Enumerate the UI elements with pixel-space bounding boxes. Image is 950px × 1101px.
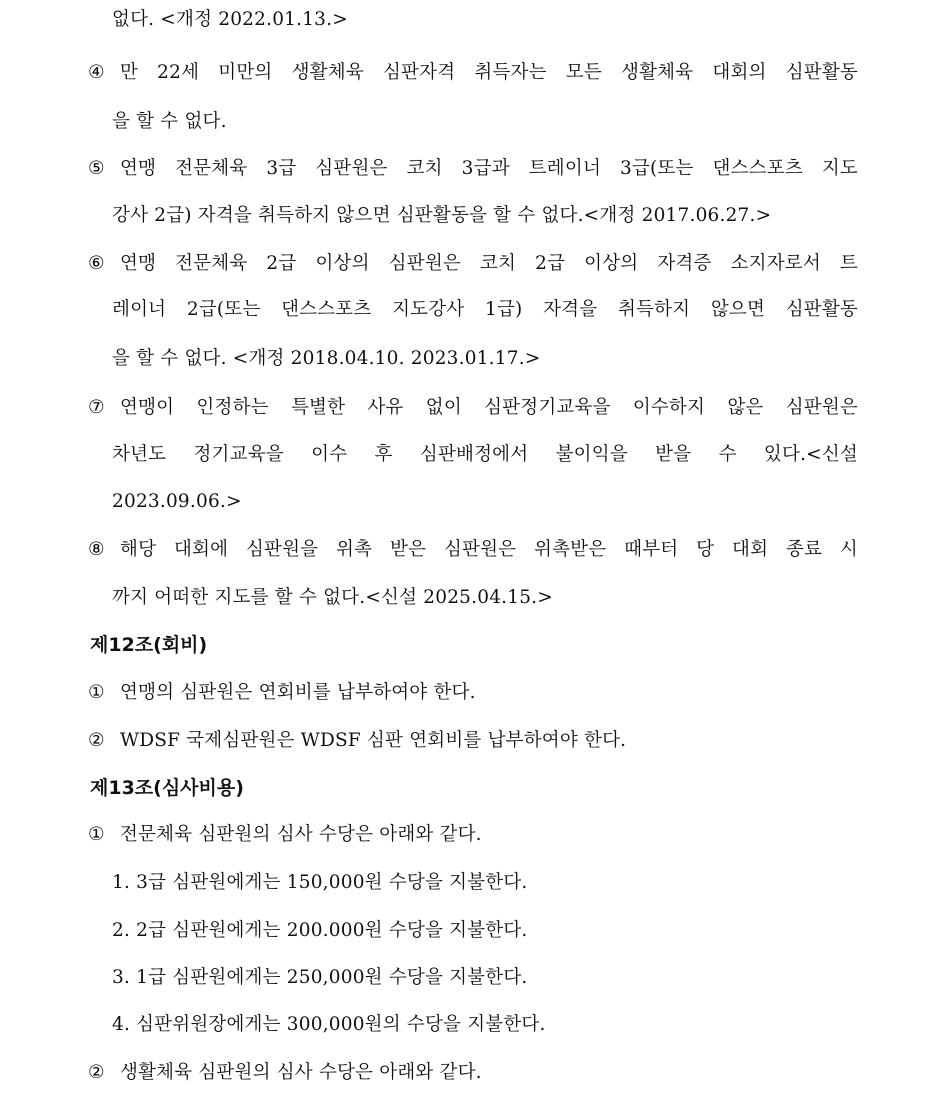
clause-marker: ② [88,730,105,751]
clause-8-line-1 [88,538,858,562]
clause-marker: ⑧ [88,539,105,560]
clause-text: 연맹이 인정하는 특별한 사유 없이 심판정기교육을 이수하지 않은 심판원은 [120,397,858,418]
clause-text: 강사 2급) 자격을 취득하지 않으면 심판활동을 할 수 없다.<개정 2017.06.27.> [112,205,772,226]
clause-marker: ⑥ [88,253,105,274]
clause-text: 연맹 전문체육 2급 이상의 심판원은 코치 2급 이상의 자격증 소지자로서 트 [120,253,858,274]
article-12-item-2 [88,729,626,753]
clause-7-line-3 [112,490,242,514]
clause-text: 차년도 정기교육을 이수 후 심판배정에서 불이익을 받을 수 있다.<신설 [112,444,858,465]
clause-text: 만 22세 미만의 생활체육 심판자격 취득자는 모든 생활체육 대회의 심판활동 [120,62,858,83]
clause-text: 연맹의 심판원은 연회비를 납부하여야 한다. [120,682,476,703]
clause-text: 연맹 전문체육 3급 심판원은 코치 3급과 트레이너 3급(또는 댄스스포츠 지도 [120,158,858,179]
clause-marker: ⑤ [88,158,105,179]
clause-4-line-2 [112,110,227,134]
clause-marker: ④ [88,62,105,83]
clause-marker: ⑦ [88,397,105,418]
clause-text: 을 할 수 없다. [112,111,227,132]
sub-item: 2. 2급 심판원에게는 200.000원 수당을 지불한다. [112,920,528,941]
clause-marker: ① [88,824,105,845]
clause-text: 전문체육 심판원의 심사 수당은 아래와 같다. [120,824,482,845]
clause-text: 까지 어떠한 지도를 할 수 없다.<신설 2025.04.15.> [112,587,553,608]
article-13-title: 제13조(심사비용) [90,777,244,799]
continued-line [112,8,348,32]
clause-text: 을 할 수 없다. <개정 2018.04.10. 2023.01.17.> [112,348,541,369]
clause-8-line-2 [112,586,553,610]
clause-7-line-1 [88,396,858,420]
article-12-title: 제12조(회비) [90,634,208,656]
clause-text: 해당 대회에 심판원을 위촉 받은 심판원은 위촉받은 때부터 당 대회 종료 시 [120,539,858,560]
clause-7-line-2 [112,443,858,467]
clause-5-line-1 [88,157,858,181]
clause-6-line-1 [88,252,858,276]
clause-text: 레이너 2급(또는 댄스스포츠 지도강사 1급) 자격을 취득하지 않으면 심판활동 [112,299,858,320]
text: 없다. <개정 2022.01.13.> [112,9,348,30]
clause-5-line-2 [112,204,771,228]
clause-6-line-2 [112,298,858,322]
sub-item: 1. 3급 심판원에게는 150,000원 수당을 지불한다. [112,872,528,893]
clause-text: WDSF 국제심판원은 WDSF 심판 연회비를 납부하여야 한다. [120,730,627,751]
clause-text: 2023.09.06.> [112,491,242,512]
clause-6-line-3 [112,347,540,371]
clause-marker: ① [88,682,105,703]
article-13-item-2 [88,1061,482,1085]
clause-4-line-1 [88,61,858,85]
article-12-item-1 [88,681,476,705]
article-13-item-1 [88,823,482,847]
clause-text: 생활체육 심판원의 심사 수당은 아래와 같다. [120,1062,482,1083]
clause-marker: ② [88,1062,105,1083]
sub-item: 3. 1급 심판원에게는 250,000원 수당을 지불한다. [112,967,528,988]
sub-item: 4. 심판위원장에게는 300,000원의 수당을 지불한다. [112,1014,546,1035]
